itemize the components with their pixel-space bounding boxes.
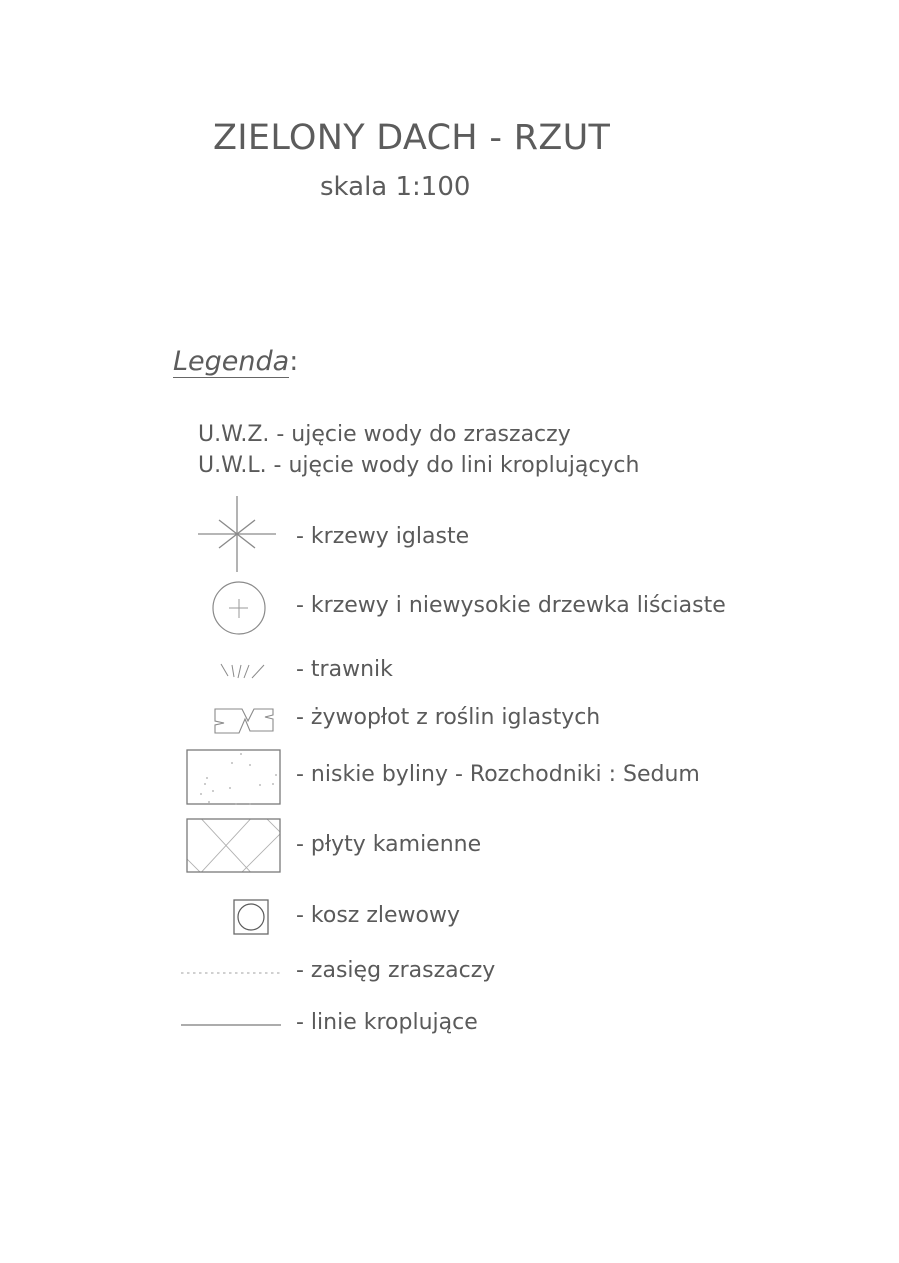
abbreviation-uwz: U.W.Z. - ujęcie wody do zraszaczy	[198, 422, 571, 447]
lawn-strokes-icon	[218, 662, 268, 682]
perennials-dotted-rect-icon	[186, 749, 281, 806]
page-title: ZIELONY DACH - RZUT	[213, 118, 611, 158]
hedge-shape-icon	[212, 706, 276, 736]
abbreviation-uwl: U.W.L. - ujęcie wody do lini kroplujących	[198, 453, 640, 478]
scale-label: skala 1:100	[320, 172, 471, 202]
sprinkler-range-dashed-line-icon	[180, 970, 282, 976]
conifer-shrub-star-icon	[196, 494, 278, 574]
legend-item-label: - kosz zlewowy	[296, 903, 461, 928]
legend-item-label: - żywopłot z roślin iglastych	[296, 705, 601, 730]
stone-slabs-hatched-rect-icon	[186, 818, 281, 873]
legend-heading-colon: :	[289, 346, 299, 377]
deciduous-tree-circle-icon	[210, 580, 268, 636]
legend-item-label: - krzewy i niewysokie drzewka liściaste	[296, 593, 726, 618]
legend-item-label: - linie kroplujące	[296, 1010, 478, 1035]
legend-item-label: - niskie byliny - Rozchodniki : Sedum	[296, 762, 700, 787]
drip-line-solid-icon	[180, 1022, 282, 1028]
legend-item-label: - zasięg zraszaczy	[296, 958, 496, 983]
drain-basket-icon	[233, 899, 270, 936]
legend-heading	[173, 346, 298, 377]
legend-item-label: - płyty kamienne	[296, 832, 482, 857]
legend-item-label: - krzewy iglaste	[296, 524, 470, 549]
legend-item-label: - trawnik	[296, 657, 393, 682]
legend-heading-text: Legenda	[173, 346, 290, 377]
